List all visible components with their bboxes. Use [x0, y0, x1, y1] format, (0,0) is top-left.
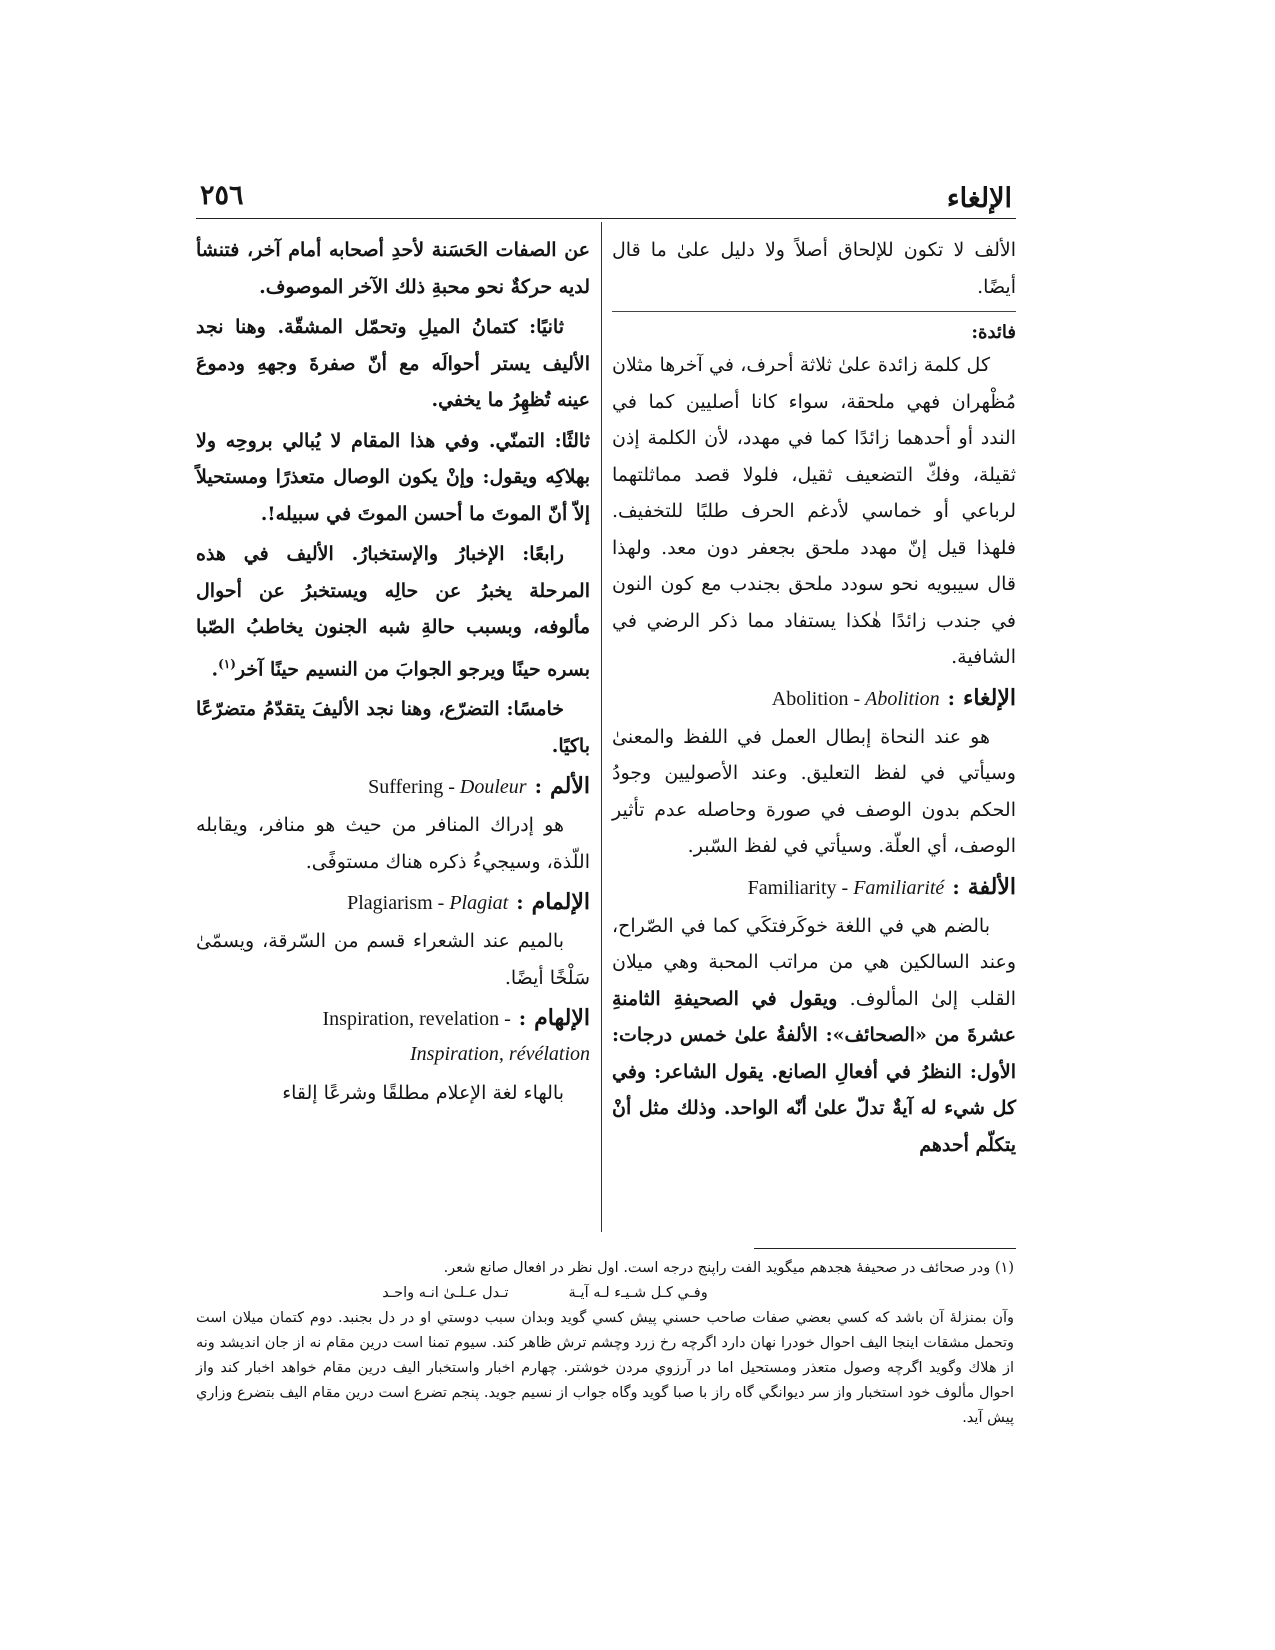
footnote-line: (١) ودر صحائف در صحيفهٔ هجدهم ميگويد الفت راپنج درجه است. اول نظر در افعال صانع شعر. — [443, 1260, 1014, 1276]
paragraph-bold-text: ويقول في الصحيفةِ الثامنةِ عشرةَ من «الصحائف»: الألفةُ علىٰ خمس درجات: الأول: النظرُ في أفعالِ الصانع. يقول الشاعر: وفي كل شيء له آيةٌ تدلّ علىٰ أنّه الواحد. وذلك مثل أنْ يتكلّم أحدهم — [612, 987, 1016, 1156]
paragraph-text: رابعًا: الإخبارُ والإستخبارُ. الأليف في هذه المرحلة يخبرُ عن حالِه ويستخبرُ عن أحوال مألوفه، وبسبب حالةِ شبه الجنون يخاطبُ الصّبا بسره حينًا ويرجو الجوابَ من النسيم حينًا آخر — [196, 543, 590, 680]
entry-colon: : — [516, 890, 524, 915]
entry-colon: : — [534, 774, 542, 799]
paragraph — [612, 908, 1016, 1164]
entry-term-arabic: الإلمام — [531, 889, 590, 916]
paragraph: الألف لا تكون للإلحاق أصلاً ولا دليل علىٰ ما قال أيضًا. — [612, 239, 1016, 298]
entry-term-english: Suffering - — [368, 776, 460, 799]
entry-term-french: Inspiration, révélation — [410, 1043, 590, 1066]
entry-heading — [612, 680, 1016, 717]
entry-term-arabic: الإلغاء — [962, 684, 1016, 711]
footnote-rule — [754, 1248, 1016, 1249]
entry-term-arabic: الألفة — [967, 873, 1016, 900]
paragraph: خامسًا: التضرّع، وهنا نجد الأليفَ يتقدّمُ متضرّعًا باكيًا. — [196, 698, 590, 757]
paragraph: هو إدراك المنافر من حيث هو منافر، ويقابله اللّذة، وسيجيءُ ذكره هناك مستوفًى. — [196, 814, 590, 873]
right-column — [612, 232, 1016, 1167]
section-separator — [612, 311, 1016, 312]
entry-colon: : — [518, 1006, 527, 1031]
entry-term-english: Abolition - — [771, 687, 866, 710]
entry-colon: : — [952, 874, 960, 899]
left-column — [196, 232, 590, 1116]
paragraph: بالهاء لغة الإعلام مطلقًا وشرعًا إلقاء — [282, 1082, 564, 1105]
entry-term-translation — [368, 769, 527, 805]
footnotes — [196, 1256, 1014, 1431]
entry-term-english: Plagiarism - — [347, 892, 450, 915]
verse-hemistich: تـدل عـلـىٰ انـه واحـد — [382, 1285, 509, 1301]
paragraph: بالميم عند الشعراء قسم من السّرقة، ويسمّىٰ سَلْخًا أيضًا. — [196, 930, 590, 989]
entry-term-english: Familiarity - — [747, 876, 854, 899]
entry-heading — [612, 869, 1016, 906]
entry-term-french: Abolition — [865, 687, 940, 710]
paragraph-end: . — [211, 657, 219, 680]
entry-term-french: Douleur — [459, 776, 527, 799]
paragraph: هو عند النحاة إبطال العمل في اللفظ والمعنىٰ وسيأتي في لفظ التعليق. وعند الأصوليين وجودُ الحكم بدون الوصف في صورة وحاصله عدم تأثير الوصف، أي العلّة. وسيأتي في لفظ السّبر. — [612, 725, 1016, 857]
paragraph: عن الصفات الحَسَنة لأحدِ أصحابه أمام آخر، فتنشأ لديه حركةٌ نحو محبةِ ذلك الآخر الموصوف. — [196, 239, 590, 298]
entry-term-translation — [748, 870, 945, 906]
entry-term-english: Inspiration, revelation - — [322, 1008, 511, 1031]
entry-term-translation — [347, 885, 508, 921]
entry-term-arabic: الإلهام — [534, 1005, 590, 1032]
note-label: فائدة: — [971, 322, 1016, 343]
footnote-line: وآن بمنزلهٔ آن باشد كه كسي بعضي صفات صاحب حسني پيش كسي گويد وبدان سبب دوستي او در دل بجنبد. دوم كتمان ميلان است وتحمل مشقات اينجا اليف احوال خودرا نهان دارد اگرچه رخ زرد وچشم ترش ظاهر كند. سيوم تمنا است درين مقام نه از جان انديشد ونه از هلاك وگويد اگرچه وصول متعذر ومستحيل اما در آرزوي مردن خوشتر. چهارم اخبار واستخبار اليف درين مقام خواهد اخبار كند واز احوال مألوف خود استخبار واز سر ديوانگي گاه راز با صبا گويد وگاه جواب از نسيم جويد. پنجم تضرع است درين مقام اليف بتضرع وزاري پيش آيد. — [196, 1310, 1014, 1426]
footnote-reference: (١) — [218, 656, 236, 671]
verse-hemistich: وفـي كـل شـيـء لـه آيـة — [568, 1285, 708, 1301]
entry-colon: : — [947, 685, 955, 710]
page-number: ٢٥٦ — [200, 180, 244, 211]
running-head-title: الإلغاء — [946, 183, 1012, 214]
paragraph: ثانيًا: كتمانُ الميلِ وتحمّل المشقّة. وهنا نجد الأليف يستر أحوالَه مع أنّ صفرةَ وجههِ ودموعَ عينه تُظهِرُ ما يخفي. — [196, 316, 590, 411]
entry-heading — [196, 884, 590, 921]
footnote-verse — [196, 1281, 1014, 1306]
entry-term-arabic: الألم — [549, 773, 590, 800]
entry-heading — [196, 768, 590, 805]
header-rule — [196, 218, 1016, 219]
entry-term-french: Familiarité — [853, 876, 945, 899]
paragraph-text: بالضم هي في اللغة خوكَرفتكَي كما في الصّراح، وعند السالكين هي من مراتب المحبة وهي ميلان القلب إلىٰ المألوف. — [612, 914, 1016, 1010]
paragraph — [196, 536, 590, 687]
entry-heading — [196, 1000, 590, 1037]
column-divider — [601, 222, 602, 1232]
entry-term-translation — [772, 681, 940, 717]
paragraph: كل كلمة زائدة علىٰ ثلاثة أحرف، في آخرها مثلان مُظْهران فهي ملحقة، سواء كانا أصليين كما في الندد أو أحدهما زائدًا كما في مهدد، لأن الكلمة إذن ثقيلة، وفكّ التضعيف ثقيل، فلولا قصد مماثلتهما لرباعي أو خماسي لأدغم الحرف طلبًا للتخفيف. فلهذا قيل إنّ مهدد ملحق بجعفر دون معد. ولهذا قال سيبويه نحو سودد ملحق بجندب مع كون النون في جندب زائدًا هٰكذا يستفاد مما ذكر الرضي في الشافية. — [612, 354, 1016, 668]
entry-term-french: Plagiat — [449, 892, 509, 915]
paragraph: ثالثًا: التمنّي. وفي هذا المقام لا يُبالي بروحِه ولا بهلاكِه ويقول: وإنْ يكون الوصال متعذرًا ومستحيلاً إلاّ أنّ الموتَ ما أحسن الموتَ في سبيله!. — [196, 429, 590, 525]
